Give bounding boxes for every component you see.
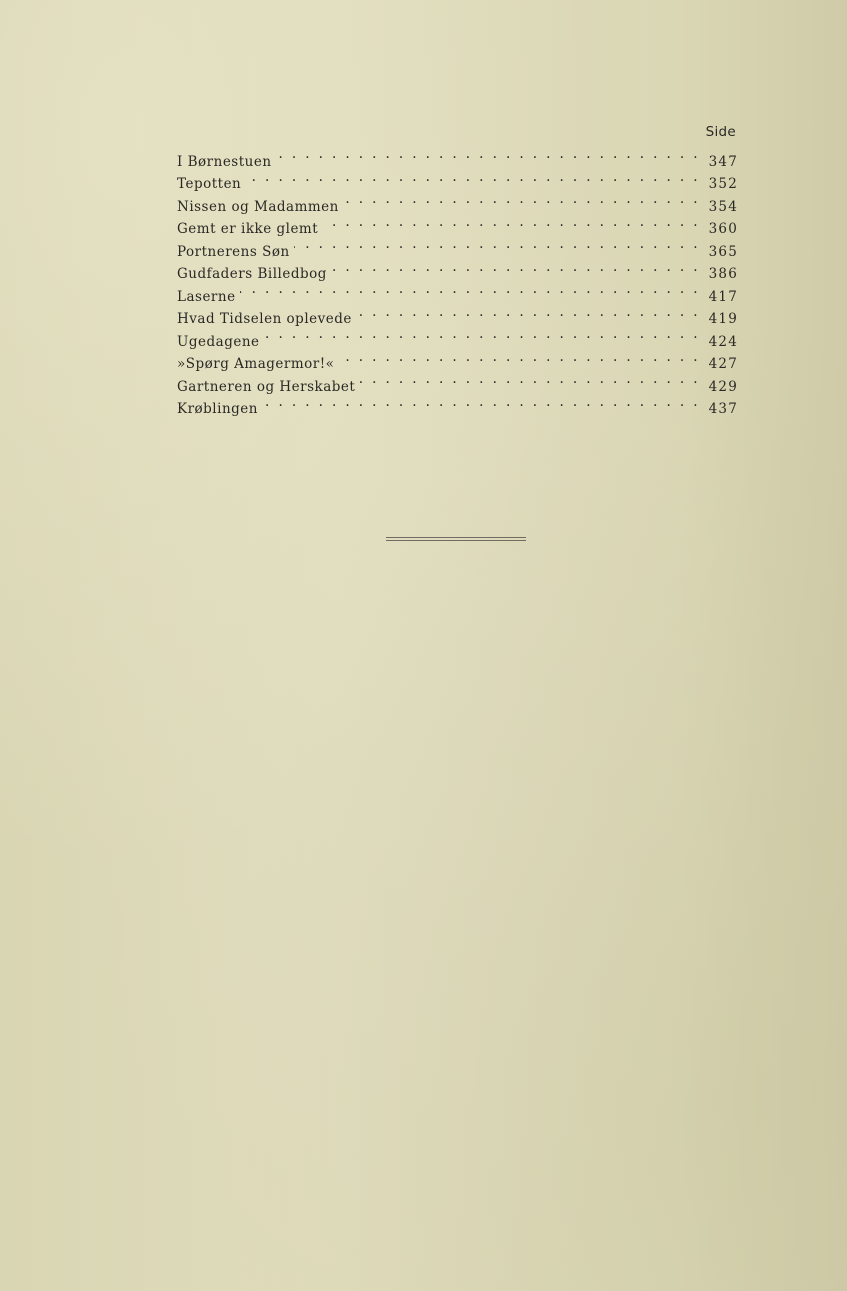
toc-entry-page: 419 bbox=[708, 311, 738, 327]
toc-entry-title: Ugedagene bbox=[177, 333, 260, 350]
toc-entry-page: 347 bbox=[708, 153, 738, 170]
dot-leader bbox=[264, 323, 700, 346]
toc-entry-title: Gudfaders Billedbog bbox=[177, 266, 327, 282]
toc-entry-page: 417 bbox=[708, 288, 738, 305]
dot-leader bbox=[343, 188, 700, 211]
toc-entry-page: 437 bbox=[708, 401, 738, 417]
toc-entry-title: Laserne bbox=[177, 288, 236, 305]
toc-entry-title: I Børnestuen bbox=[177, 153, 272, 170]
dot-leader bbox=[276, 143, 700, 166]
toc-entry-title: Gartneren og Herskabet bbox=[177, 378, 356, 395]
toc-entry-page: 354 bbox=[708, 198, 738, 215]
dot-leader bbox=[359, 368, 700, 391]
toc-entry-page: 365 bbox=[708, 243, 738, 260]
page-column-header: Side bbox=[705, 124, 736, 140]
dot-leader bbox=[262, 391, 700, 414]
table-of-contents bbox=[177, 121, 738, 417]
dot-leader bbox=[240, 278, 700, 301]
toc-entry bbox=[177, 391, 738, 417]
toc-entry bbox=[177, 278, 738, 305]
end-divider-bottom bbox=[386, 540, 526, 541]
toc-entry-page: 427 bbox=[708, 356, 738, 372]
dot-leader bbox=[245, 166, 700, 189]
toc-entry-title: Nissen og Madammen bbox=[177, 198, 339, 215]
toc-entry bbox=[177, 301, 738, 327]
toc-entry-page: 352 bbox=[708, 176, 738, 192]
toc-entry bbox=[177, 188, 738, 215]
dot-leader bbox=[331, 256, 700, 279]
toc-entry-page: 386 bbox=[708, 266, 738, 282]
dot-leader bbox=[356, 301, 700, 324]
toc-entry-title: Hvad Tidselen oplevede bbox=[177, 311, 352, 327]
end-divider-top bbox=[386, 537, 526, 538]
toc-entry-title: Tepotten bbox=[177, 176, 242, 192]
toc-entry-title: »Spørg Amagermor!« bbox=[177, 356, 335, 372]
toc-entry-title: Portnerens Søn bbox=[177, 243, 290, 260]
dot-leader bbox=[322, 211, 700, 234]
dot-leader bbox=[338, 346, 700, 369]
toc-entry-page: 424 bbox=[708, 333, 738, 350]
toc-entry-title: Gemt er ikke glemt bbox=[177, 221, 319, 237]
toc-entry bbox=[177, 143, 738, 170]
toc-entry-page: 429 bbox=[708, 378, 738, 395]
toc-entry-title: Krøblingen bbox=[177, 401, 258, 417]
toc-entry-page: 360 bbox=[708, 221, 738, 237]
toc-entry bbox=[177, 166, 738, 192]
dot-leader bbox=[294, 233, 700, 256]
